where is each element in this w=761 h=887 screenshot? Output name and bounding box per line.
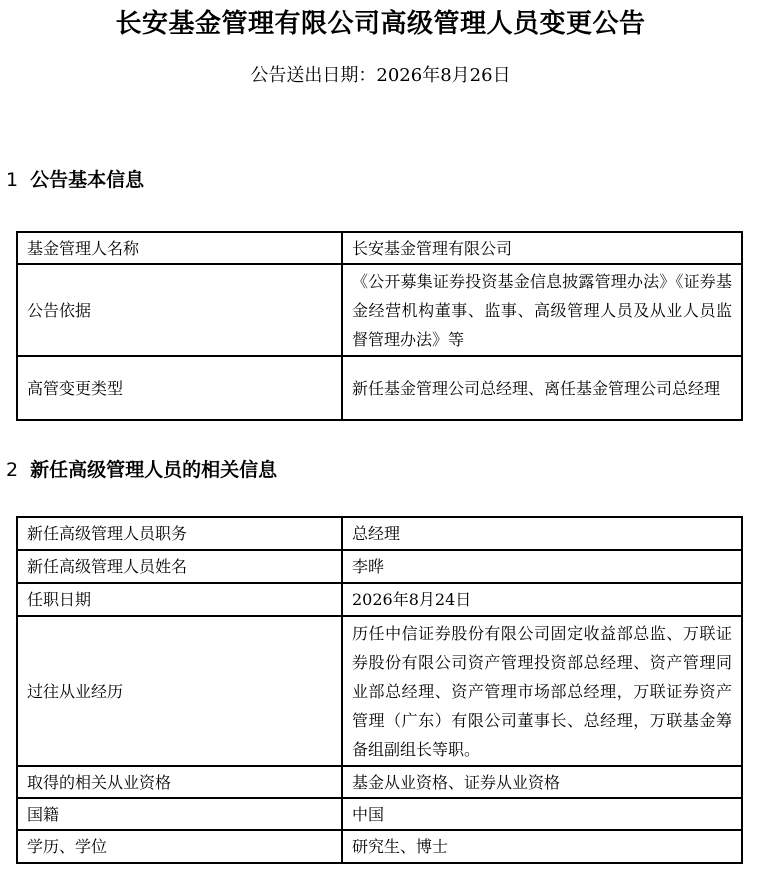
row-label: 基金管理人名称 <box>17 232 342 264</box>
row-label: 高管变更类型 <box>17 356 342 420</box>
page-title: 长安基金管理有限公司高级管理人员变更公告 <box>115 9 646 39</box>
table-row <box>17 766 742 798</box>
table-row <box>17 583 742 616</box>
table-row <box>17 356 742 420</box>
row-value: 基金从业资格、证券从业资格 <box>342 766 742 798</box>
row-value: 《公开募集证券投资基金信息披露管理办法》《证券基金经营机构董事、监事、高级管理人员及从业人员监督管理办法》等 <box>342 264 742 356</box>
row-value: 中国 <box>342 798 742 830</box>
row-value: 新任基金管理公司总经理、离任基金管理公司总经理 <box>342 356 742 420</box>
section-title: 公告基本信息 <box>30 169 145 191</box>
section-heading-basic-info <box>6 167 144 193</box>
row-label: 公告依据 <box>17 264 342 356</box>
section-number: 2 <box>6 459 19 481</box>
row-value: 2026年8月24日 <box>342 583 742 616</box>
row-label: 学历、学位 <box>17 830 342 863</box>
row-value: 总经理 <box>342 517 742 550</box>
announcement-date: 公告送出日期：2026年8月26日 <box>250 65 511 86</box>
table-row <box>17 232 742 264</box>
section-number: 1 <box>6 169 19 191</box>
table-row <box>17 264 742 356</box>
table-row <box>17 830 742 863</box>
section-heading-new-executive <box>6 457 277 483</box>
table-row <box>17 798 742 830</box>
row-label: 任职日期 <box>17 583 342 616</box>
row-label: 新任高级管理人员姓名 <box>17 550 342 583</box>
row-label: 取得的相关从业资格 <box>17 766 342 798</box>
new-executive-table <box>16 516 743 864</box>
row-value: 长安基金管理有限公司 <box>342 232 742 264</box>
row-value: 历任中信证券股份有限公司固定收益部总监、万联证券股份有限公司资产管理投资部总经理、资产管理同业部总经理、资产管理市场部总经理，万联证券资产管理（广东）有限公司董事长、总经理，万联基金筹备组副组长等职。 <box>342 616 742 766</box>
row-label: 国籍 <box>17 798 342 830</box>
section-title: 新任高级管理人员的相关信息 <box>30 459 278 481</box>
table-row <box>17 550 742 583</box>
basic-info-table <box>16 231 743 421</box>
row-value: 研究生、博士 <box>342 830 742 863</box>
table-row <box>17 616 742 766</box>
row-label: 新任高级管理人员职务 <box>17 517 342 550</box>
table-row <box>17 517 742 550</box>
row-label: 过往从业经历 <box>17 616 342 766</box>
row-value: 李晔 <box>342 550 742 583</box>
